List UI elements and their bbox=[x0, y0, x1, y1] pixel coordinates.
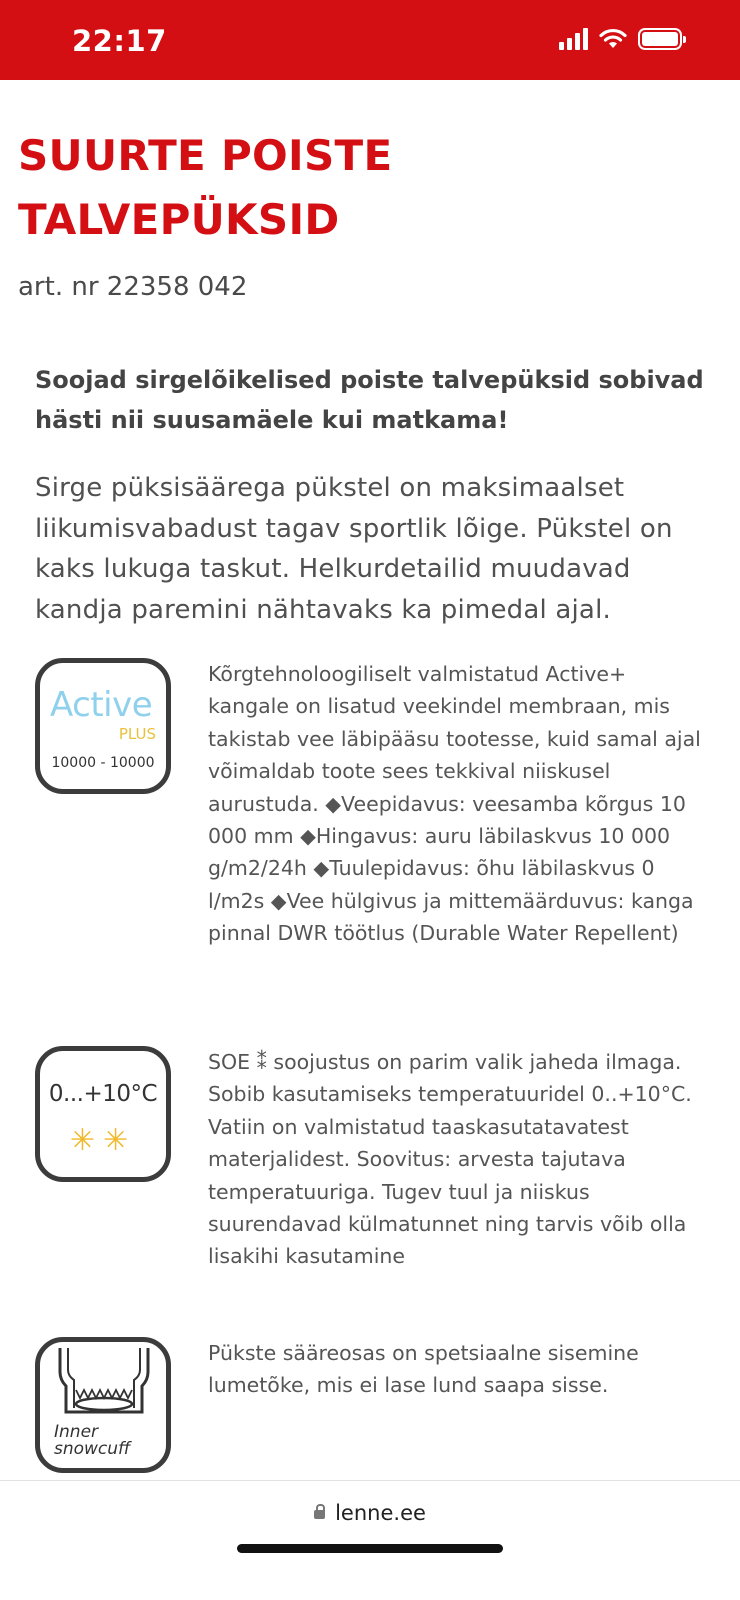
active-badge-plus: PLUS bbox=[118, 725, 156, 743]
snowcuff-badge-icon bbox=[35, 1337, 171, 1473]
snowcuff-label-line2: snowcuff bbox=[54, 1439, 131, 1459]
feature-temperature-text: SOE ⁑ soojustus on parim valik jaheda ilmaga. Sobib kasutamiseks temperatuuridel 0..+10°C. Vatiin on valmistatud taaskasutatavatest materjalidest. Soovitus: arvesta tajutava temperatuuriga. Tugev tuul ja niiskus suurendavad külmatunnet ning tarvis võib olla lisakihi kasutamine bbox=[208, 1050, 692, 1269]
active-badge-word: Active bbox=[50, 685, 153, 725]
product-intro-text: Sirge püksisäärega pükstel on maksimaalset liikumisvabadust tagav sportlik lõige. Pükstel on kaks lukuga taskut. Helkurdetailid muudavad kandja paremini nähtavaks ka pimedal ajal. bbox=[35, 473, 673, 625]
product-title bbox=[18, 124, 718, 252]
status-icons bbox=[559, 28, 682, 50]
lock-icon bbox=[314, 1510, 325, 1519]
url-text[interactable]: lenne.ee bbox=[335, 1501, 426, 1525]
snowcuff-badge-label bbox=[54, 1424, 130, 1458]
status-time: 22:17 bbox=[72, 24, 167, 58]
home-indicator[interactable] bbox=[237, 1544, 503, 1553]
feature-snowcuff-text: Pükste sääreosas on spetsiaalne sisemine lumetõke, mis ei lase lund saapa sisse. bbox=[208, 1341, 639, 1398]
cellular-signal-icon bbox=[559, 28, 588, 50]
active-badge-range: 10000 - 10000 bbox=[51, 755, 155, 771]
snowcuff-label-line1: Inner bbox=[54, 1422, 99, 1442]
temperature-badge-icon bbox=[35, 1046, 171, 1182]
temperature-badge-range: 0...+10°C bbox=[48, 1081, 158, 1107]
active-plus-badge-icon bbox=[35, 658, 171, 794]
sun-icons: ✳✳ bbox=[69, 1124, 137, 1157]
product-title-line1: SUURTE POISTE bbox=[18, 131, 393, 180]
status-bar bbox=[0, 0, 740, 80]
product-title-line2: TALVEPÜKSID bbox=[18, 195, 340, 244]
address-bar[interactable] bbox=[0, 1501, 740, 1525]
snowcuff-drawing-icon bbox=[46, 1346, 162, 1426]
product-lead-text: Soojad sirgelõikelised poiste talvepüksid sobivad hästi nii suusamäele kui matkama! bbox=[35, 366, 704, 434]
browser-bottom-bar bbox=[0, 1480, 740, 1600]
wifi-icon bbox=[598, 28, 628, 50]
battery-icon bbox=[638, 28, 682, 50]
article-number: art. nr 22358 042 bbox=[18, 272, 248, 302]
feature-active-text: Kõrgtehnoloogiliselt valmistatud Active+ kangale on lisatud veekindel membraan, mis takistab vee läbipääsu tootesse, kuid samal ajal võimaldab toote sees tekkival niiskusel aurustuda. ◆Veepidavus: veesamba kõrgus 10 000 mm ◆Hingavus: auru läbilaskvus 10 000 g/m2/24h ◆Tuulepidavus: õhu läbilaskvus 0 l/m2s ◆Vee hülgivus ja mittemäärduvus: kanga pinnal DWR töötlus (Durable Water Repellent) bbox=[208, 662, 701, 946]
